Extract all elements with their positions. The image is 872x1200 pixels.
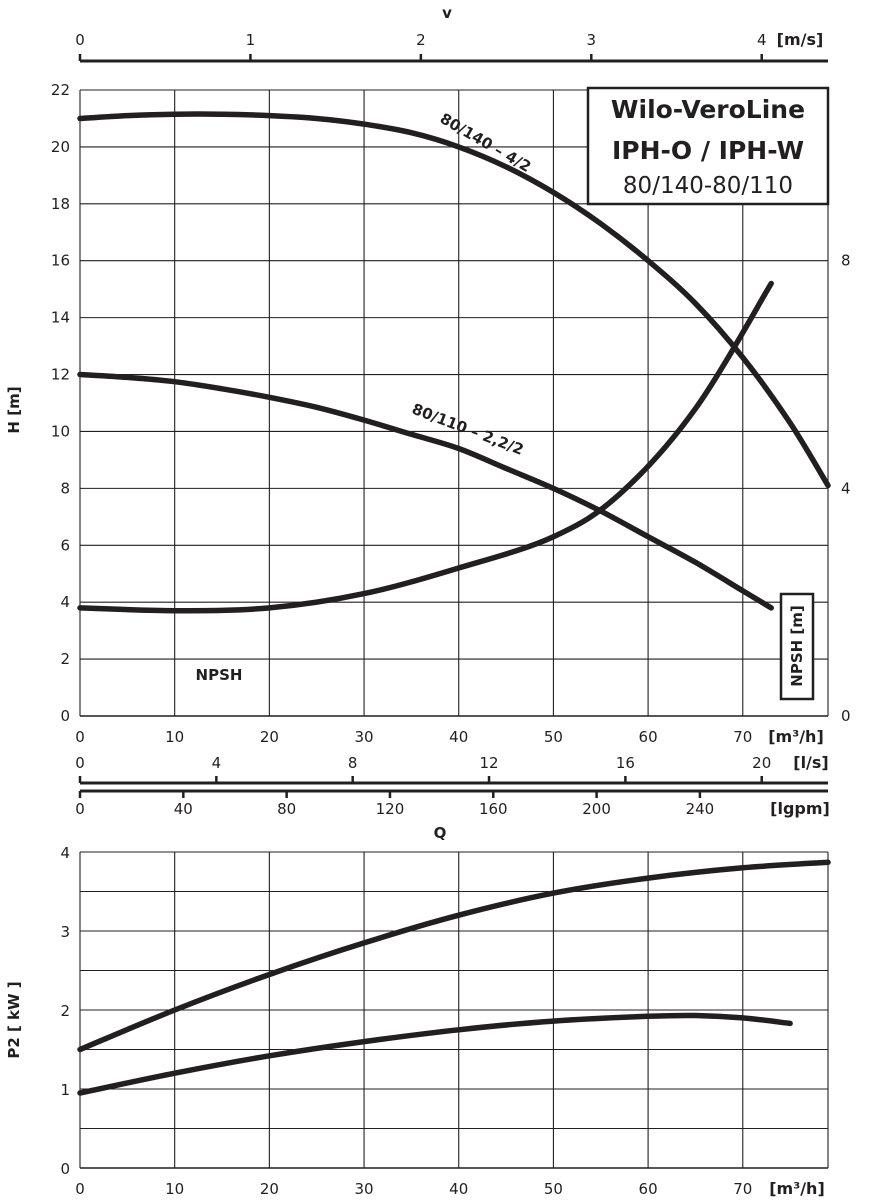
x-tick-label: 50 xyxy=(543,1180,563,1198)
y-tick-label: 3 xyxy=(60,923,70,941)
npsh-axis-title: NPSH [m] xyxy=(788,605,806,687)
v-axis-tick-label: 4 xyxy=(756,31,767,49)
x-tick-label: 30 xyxy=(354,1180,374,1198)
ls-axis-tick-label: 20 xyxy=(752,754,772,772)
power-grid xyxy=(80,852,828,1168)
x-tick-label: 40 xyxy=(449,728,469,746)
curve-label-80-140: 80/140 – 4/2 xyxy=(436,109,535,176)
ls-axis-tick-label: 16 xyxy=(615,754,635,772)
v-axis-tick-label: 1 xyxy=(245,31,256,49)
v-axis-tick-label: 2 xyxy=(416,31,426,49)
top-axis-title-v: v xyxy=(442,4,452,22)
curve-label-npsh: NPSH xyxy=(195,666,243,684)
series-line xyxy=(80,862,828,1049)
lgpm-axis-tick-label: 120 xyxy=(375,800,405,818)
series-line xyxy=(80,284,771,611)
x-tick-label: 0 xyxy=(75,728,85,746)
x-tick-label: 10 xyxy=(165,728,185,746)
lgpm-unit: [lgpm] xyxy=(770,799,830,818)
x-tick-label: 30 xyxy=(354,728,374,746)
lgpm-axis-tick-label: 160 xyxy=(478,800,508,818)
brand-name: Wilo-VeroLine xyxy=(610,95,806,124)
ls-axis-tick-label: 0 xyxy=(75,754,85,772)
y-tick-label: 4 xyxy=(60,844,70,862)
y-tick-label: 6 xyxy=(60,536,70,555)
y-tick-label: 18 xyxy=(50,194,70,213)
product-models: 80/140-80/110 xyxy=(622,173,794,199)
npsh-tick-label: 8 xyxy=(841,251,851,270)
y-tick-label: 4 xyxy=(60,593,70,612)
y-tick-label: 20 xyxy=(50,137,70,156)
x-tick-label: 60 xyxy=(638,728,658,746)
lgpm-axis-tick-label: 200 xyxy=(582,800,611,818)
ls-axis-tick-label: 12 xyxy=(479,754,499,772)
y-tick-label: 12 xyxy=(50,365,70,384)
x-tick-label: 50 xyxy=(543,728,563,746)
y-tick-label: 1 xyxy=(60,1081,70,1099)
x-tick-label: 20 xyxy=(259,728,279,746)
ls-axis-tick-label: 8 xyxy=(347,754,358,772)
x-tick-label: 70 xyxy=(733,728,753,746)
y-tick-label: 0 xyxy=(60,1160,70,1178)
x-tick-label: 20 xyxy=(259,1180,279,1198)
x-axis-title-q: Q xyxy=(433,824,447,842)
power-series xyxy=(80,862,828,1093)
x-unit-m3h-power: [m³/h] xyxy=(769,1179,825,1198)
y-tick-label: 2 xyxy=(60,1002,70,1020)
v-axis-tick-label: 0 xyxy=(75,31,85,49)
lgpm-axis-tick-label: 0 xyxy=(75,800,85,818)
top-unit-ms: [m/s] xyxy=(776,30,824,49)
npsh-tick-label: 4 xyxy=(841,479,851,498)
curve-label-80-110: 80/110 – 2,2/2 xyxy=(409,399,527,459)
y-axis-title-head: H [m] xyxy=(5,386,23,434)
y-tick-label: 14 xyxy=(50,308,70,327)
lgpm-axis-tick-label: 80 xyxy=(277,800,297,818)
x-tick-label: 10 xyxy=(165,1180,185,1198)
ls-unit: [l/s] xyxy=(793,753,829,772)
v-axis-tick-label: 3 xyxy=(586,31,597,49)
y-axis-title-power: P2 [ kW ] xyxy=(5,981,23,1059)
npsh-tick-label: 0 xyxy=(841,707,851,725)
product-series: IPH-O / IPH-W xyxy=(611,136,805,165)
product-legend-box xyxy=(588,88,828,204)
power-chart xyxy=(5,844,828,1198)
y-tick-label: 8 xyxy=(60,479,70,498)
lgpm-axis-tick-label: 40 xyxy=(173,800,193,818)
y-tick-label: 0 xyxy=(60,707,70,725)
x-tick-label: 40 xyxy=(449,1180,469,1198)
series-line xyxy=(80,1015,790,1093)
y-tick-label: 10 xyxy=(50,422,70,441)
x-tick-label: 60 xyxy=(638,1180,658,1198)
y-tick-label: 2 xyxy=(60,650,70,669)
x-tick-label: 70 xyxy=(733,1180,753,1198)
lgpm-axis-tick-label: 240 xyxy=(685,800,715,818)
x-unit-m3h-head: [m³/h] xyxy=(768,727,824,746)
y-tick-label: 16 xyxy=(50,251,70,270)
ls-axis-tick-label: 4 xyxy=(211,754,222,772)
head-chart xyxy=(5,4,851,842)
x-tick-label: 0 xyxy=(75,1180,85,1198)
y-tick-label: 22 xyxy=(50,81,70,99)
